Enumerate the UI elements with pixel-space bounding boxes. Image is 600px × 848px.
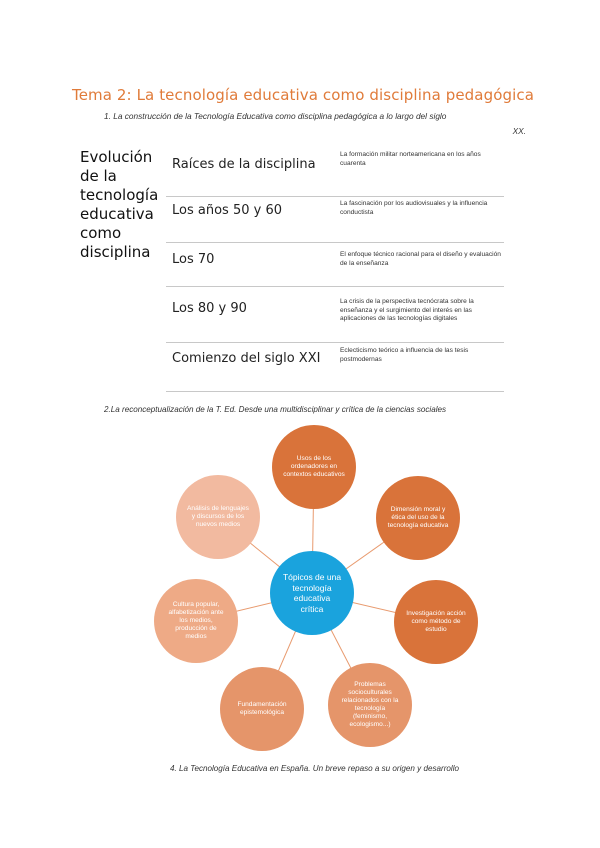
topic-node-label: Análisis de lenguajes y discursos de los nuevos medios: [187, 505, 249, 528]
center-node-label: Tópicos de una tecnología educativa crítica: [282, 572, 342, 614]
topic-node-label: Usos de los ordenadores en contextos educativos: [283, 455, 345, 478]
topic-node-label: Fundamentación epistemológica: [237, 701, 287, 716]
section-1-line-1: 1. La construcción de la Tecnología Educativa como disciplina pedagógica a lo largo del siglo: [104, 111, 447, 121]
topic-node-label: Problemas socioculturales relacionados con la tecnología (feminismo, ecologismo...): [341, 681, 399, 728]
table-row-label: Los 80 y 90: [172, 301, 247, 316]
table-row-label: Raíces de la disciplina: [172, 157, 316, 172]
table-row-desc: La formación militar norteamericana en los años cuarenta: [340, 151, 481, 167]
table-row-desc: La fascinación por los audiovisuales y la influencia conductista: [340, 200, 488, 216]
table-row-desc: El enfoque técnico racional para el diseño y evaluación de la enseñanza: [340, 251, 501, 267]
topic-node-label: Cultura popular, alfabetización ante los medios, producción de medios: [168, 601, 224, 640]
topic-node-label: Dimensión moral y ética del uso de la tecnología educativa: [387, 506, 449, 529]
table-row-label: Los 70: [172, 252, 215, 267]
table-row-desc: La crisis de la perspectiva tecnócrata sobre la enseñanza y el surgimiento del interés en las aplicaciones de las tecnologías digitales: [340, 298, 474, 323]
section-2-heading: 2.La reconceptualización de la T. Ed. Desde una multidisciplinar y crítica de la ciencias sociales: [104, 405, 447, 414]
table-row-label: Los años 50 y 60: [172, 203, 282, 218]
table-left-heading: Evolución de la tecnología educativa como disciplina: [80, 148, 159, 261]
table-row-desc: Eclecticismo teórico a influencia de las tesis postmodernas: [340, 347, 469, 363]
page-title: Tema 2: La tecnología educativa como disciplina pedagógica: [72, 86, 535, 104]
table-row-label: Comienzo del siglo XXI: [172, 351, 321, 366]
topic-node-label: Investigación acción como método de estudio: [406, 610, 466, 633]
section-4-heading: 4. La Tecnología Educativa en España. Un breve repaso a su origen y desarrollo: [170, 764, 460, 773]
section-1-line-2: XX.: [512, 126, 526, 136]
